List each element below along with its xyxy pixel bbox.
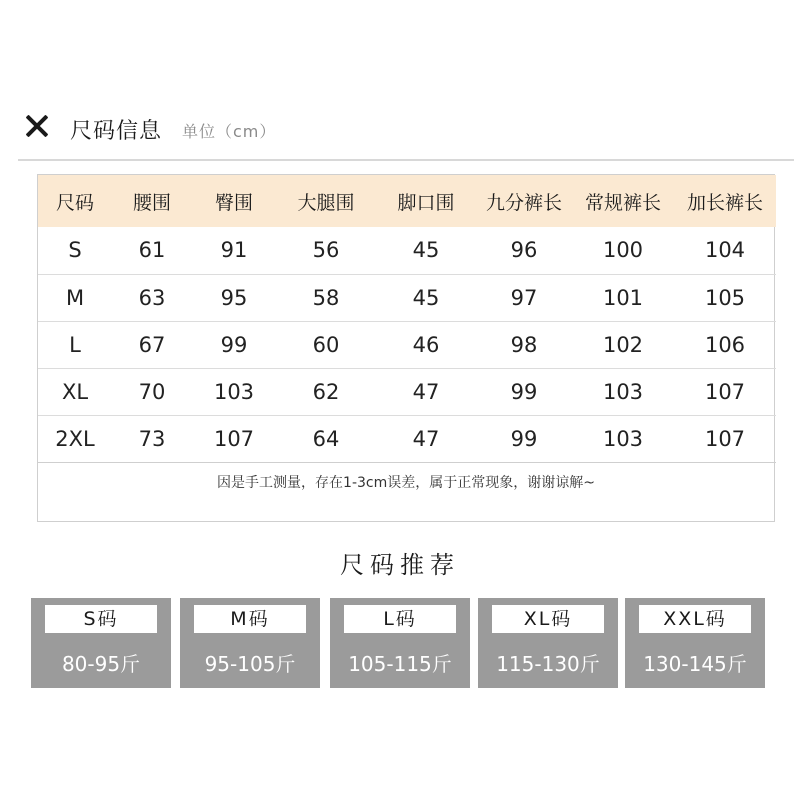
size-card-label: L码 [344, 605, 456, 633]
size-card-l [330, 598, 470, 688]
table-cell: 97 [476, 274, 572, 321]
size-card-xl [478, 598, 618, 688]
table-cell: 103 [572, 368, 674, 415]
table-header-row [38, 175, 776, 227]
column-header: 腰围 [132, 191, 171, 214]
table-row [38, 368, 776, 415]
table-cell: 100 [572, 227, 674, 274]
table-cell: 64 [276, 415, 376, 462]
table-cell: 98 [476, 321, 572, 368]
table-cell: 58 [276, 274, 376, 321]
table-cell: 107 [674, 415, 776, 462]
table-cell: 2XL [38, 415, 112, 462]
table-cell: 67 [112, 321, 192, 368]
size-card-range: 95-105斤 [204, 652, 296, 676]
table-cell: 107 [674, 368, 776, 415]
table-cell: 104 [674, 227, 776, 274]
table-cell: 47 [376, 368, 476, 415]
table-cell: 99 [476, 368, 572, 415]
table-cell: 91 [192, 227, 276, 274]
table-cell: 103 [192, 368, 276, 415]
size-card-range: 115-130斤 [496, 652, 600, 676]
divider [18, 159, 794, 161]
size-card-range: 105-115斤 [348, 652, 452, 676]
table-row [38, 227, 776, 274]
table-cell: 102 [572, 321, 674, 368]
page-title: 尺码信息 [70, 119, 163, 144]
table-cell: 63 [112, 274, 192, 321]
table-row [38, 274, 776, 321]
size-card-label: S码 [45, 605, 157, 633]
table-cell: 96 [476, 227, 572, 274]
table-cell: XL [38, 368, 112, 415]
table-cell: 101 [572, 274, 674, 321]
table-cell: 60 [276, 321, 376, 368]
table-cell: 47 [376, 415, 476, 462]
table-cell: 103 [572, 415, 674, 462]
column-header: 尺码 [55, 191, 94, 214]
table-cell: M [38, 274, 112, 321]
table-cell: 61 [112, 227, 192, 274]
close-icon[interactable] [22, 112, 52, 142]
column-header: 常规裤长 [584, 191, 661, 214]
table-row [38, 415, 776, 462]
table-cell: 99 [192, 321, 276, 368]
table-cell: 99 [476, 415, 572, 462]
table-cell: 105 [674, 274, 776, 321]
column-header: 臀围 [214, 191, 253, 214]
table-cell: 45 [376, 274, 476, 321]
table-cell: 70 [112, 368, 192, 415]
size-card-s [31, 598, 171, 688]
table-cell: 56 [276, 227, 376, 274]
size-card-range: 80-95斤 [61, 652, 141, 676]
measurement-note: 因是手工测量，存在1-3cm误差，属于正常现象，谢谢谅解~ [217, 475, 595, 491]
table-cell: 107 [192, 415, 276, 462]
table-cell: 46 [376, 321, 476, 368]
table-cell: S [38, 227, 112, 274]
column-header: 九分裤长 [485, 191, 562, 214]
size-card-range: 130-145斤 [643, 652, 747, 676]
table-row [38, 321, 776, 368]
size-card-label: XXL码 [639, 605, 751, 633]
size-table [37, 174, 775, 522]
table-cell: 95 [192, 274, 276, 321]
size-card-label: XL码 [492, 605, 604, 633]
column-header: 脚口围 [397, 191, 455, 214]
table-cell: 62 [276, 368, 376, 415]
column-header: 大腿围 [297, 191, 355, 214]
column-header: 加长裤长 [686, 191, 763, 214]
table-cell: L [38, 321, 112, 368]
size-info-header [22, 108, 782, 156]
unit-label: 单位（cm） [182, 122, 277, 141]
size-card-label: M码 [194, 605, 306, 633]
table-cell: 106 [674, 321, 776, 368]
recommend-title: 尺码推荐 [340, 551, 460, 579]
table-cell: 45 [376, 227, 476, 274]
table-cell: 73 [112, 415, 192, 462]
size-card-m [180, 598, 320, 688]
size-card-xxl [625, 598, 765, 688]
